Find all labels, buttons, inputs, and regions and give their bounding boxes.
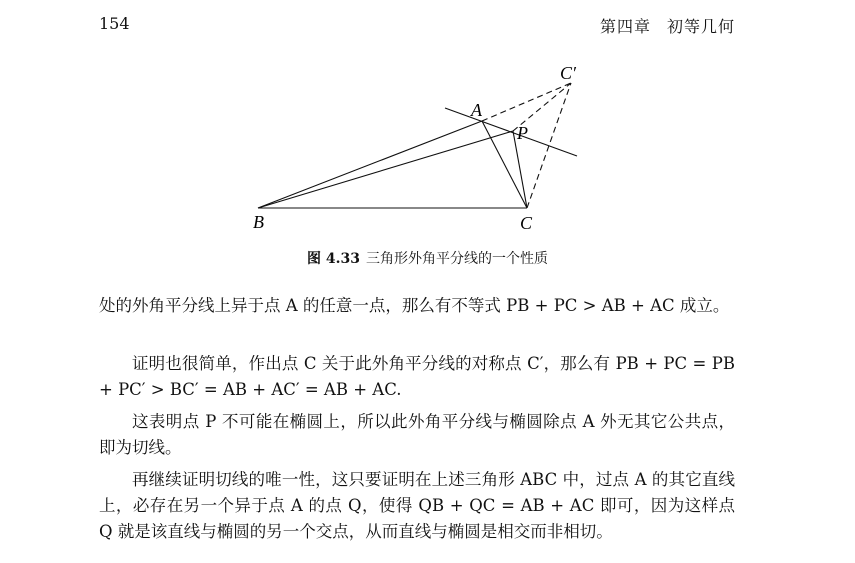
segment-BP (258, 131, 513, 208)
paragraph-2: 证明也很简单，作出点 C 关于此外角平分线的对称点 C′，那么有 PB + PC = PB + PC′ > BC′ = AB + AC′ = AB + AC. (99, 354, 735, 399)
segment-AC-prime (482, 83, 571, 121)
caption-text: 三角形外角平分线的一个性质 (365, 251, 548, 267)
paragraph-4: 再继续证明切线的唯一性，这只要证明在上述三角形 ABC 中，过点 A 的其它直线上，必存在另一个异于点 A 的点 Q，使得 QB + QC = AB + AC 即可，因为这样点 Q 就是该直线与椭圆的另一个交点，从而直线与椭圆是相交而非相切。 (99, 470, 735, 541)
label-A: A (471, 100, 482, 120)
paragraph-1: 处的外角平分线上异于点 A 的任意一点，那么有不等式 PB + PC > AB + AC 成立。 (99, 296, 730, 315)
segment-BA (258, 121, 482, 208)
section-label: 初等几何 (666, 17, 735, 36)
paragraph-3: 这表明点 P 不可能在椭圆上，所以此外角平分线与椭圆除点 A 外无其它公共点，即为切线。 (99, 412, 735, 457)
label-C-prime: C′ (560, 63, 576, 83)
figure-caption (0, 248, 855, 268)
label-C: C (520, 213, 533, 233)
label-B: B (253, 212, 264, 232)
label-P: P (517, 123, 528, 143)
page-number: 154 (99, 14, 130, 33)
caption-number: 图 4.33 (307, 251, 360, 267)
chapter-label: 第四章 (599, 17, 651, 36)
